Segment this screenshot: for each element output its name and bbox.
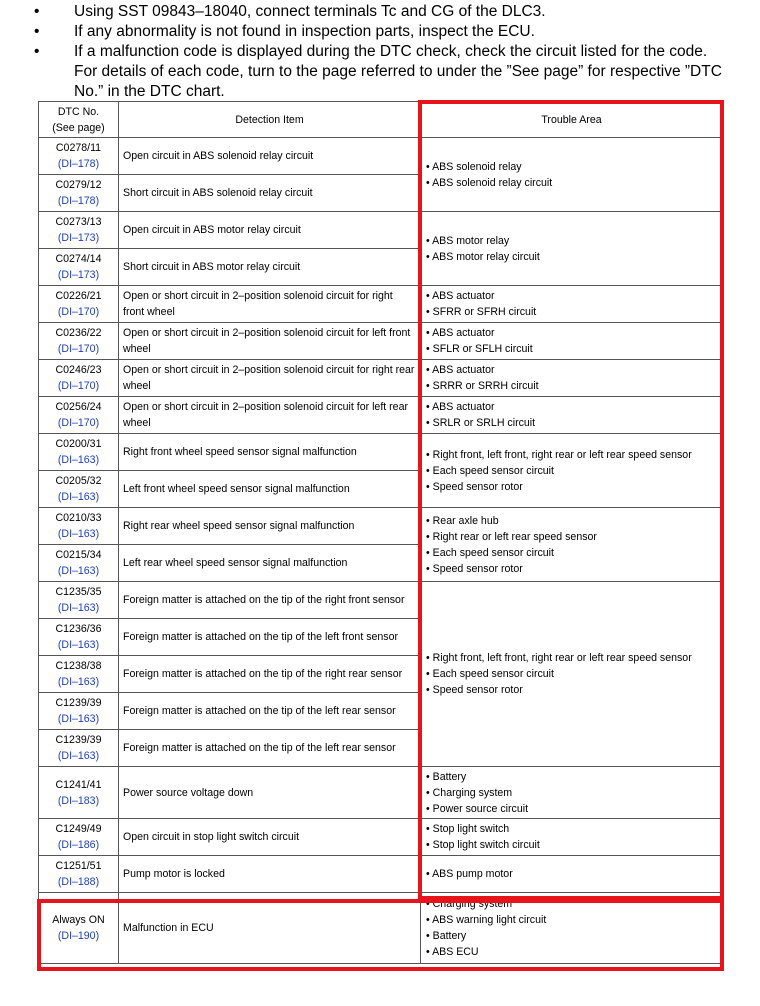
dtc-code-cell: C1239/39 (DI–163) (39, 693, 119, 730)
table-row (39, 819, 723, 856)
table-row (39, 286, 723, 323)
dtc-code-cell: C0278/11 (DI–178) (39, 138, 119, 175)
detection-item-cell: Left rear wheel speed sensor signal malfunction (119, 545, 421, 582)
see-page-link[interactable]: (DI–163) (57, 713, 100, 725)
detection-item-cell: Malfunction in ECU (119, 893, 421, 964)
table-row (39, 893, 723, 964)
table-header-row (39, 102, 723, 138)
see-page-link[interactable]: (DI–163) (57, 454, 100, 466)
see-page-link[interactable]: (DI–173) (57, 269, 100, 281)
instruction-item: • If a malfunction code is displayed during the DTC check, check the circuit listed for the code. For details of each code, turn to the page referred to under the ”See page” for respective ”DTC No.” in the DTC chart. (34, 43, 722, 100)
trouble-area-cell: • Rear axle hub • Right rear or left rear speed sensor • Each speed sensor circuit • Speed sensor rotor (421, 508, 723, 582)
see-page-link[interactable]: (DI–178) (57, 195, 100, 207)
bullet-icon: • (34, 23, 40, 40)
detection-item-cell: Foreign matter is attached on the tip of the left rear sensor (119, 730, 421, 767)
detection-item-cell: Pump motor is locked (119, 856, 421, 893)
detection-item-cell: Open or short circuit in 2–position solenoid circuit for right front wheel (119, 286, 421, 323)
dtc-code-cell: C0236/22 (DI–170) (39, 323, 119, 360)
detection-item-cell: Open circuit in ABS solenoid relay circuit (119, 138, 421, 175)
dtc-code-cell: C0226/21 (DI–170) (39, 286, 119, 323)
dtc-code-cell: C1241/41 (DI–183) (39, 767, 119, 819)
see-page-link[interactable]: (DI–190) (57, 930, 100, 942)
see-page-link[interactable]: (DI–188) (57, 876, 100, 888)
dtc-code-cell: C1251/51 (DI–188) (39, 856, 119, 893)
detection-item-cell: Short circuit in ABS solenoid relay circuit (119, 175, 421, 212)
table-row (39, 856, 723, 893)
detection-item-cell: Right front wheel speed sensor signal malfunction (119, 434, 421, 471)
dtc-code-cell: C0215/34 (DI–163) (39, 545, 119, 582)
table-row (39, 138, 723, 175)
see-page-link[interactable]: (DI–163) (57, 602, 100, 614)
see-page-link[interactable]: (DI–170) (57, 343, 100, 355)
trouble-area-cell: • Stop light switch • Stop light switch circuit (421, 819, 723, 856)
detection-item-cell: Open or short circuit in 2–position solenoid circuit for left rear wheel (119, 397, 421, 434)
dtc-code-cell: C0246/23 (DI–170) (39, 360, 119, 397)
detection-item-cell: Open circuit in stop light switch circuit (119, 819, 421, 856)
see-page-link[interactable]: (DI–186) (57, 839, 100, 851)
detection-item-cell: Open or short circuit in 2–position solenoid circuit for left front wheel (119, 323, 421, 360)
trouble-area-cell: • ABS actuator • SFRR or SFRH circuit (421, 286, 723, 323)
detection-item-cell: Foreign matter is attached on the tip of the left front sensor (119, 619, 421, 656)
dtc-code-cell: C1236/36 (DI–163) (39, 619, 119, 656)
trouble-area-cell: • ABS pump motor (421, 856, 723, 893)
dtc-code-cell: C0279/12 (DI–178) (39, 175, 119, 212)
trouble-area-cell: • Charging system • ABS warning light circuit • Battery • ABS ECU (421, 893, 723, 964)
see-page-link[interactable]: (DI–163) (57, 565, 100, 577)
detection-item-cell: Open or short circuit in 2–position solenoid circuit for right rear wheel (119, 360, 421, 397)
dtc-code-cell: C0256/24 (DI–170) (39, 397, 119, 434)
bullet-icon: • (34, 3, 40, 20)
table-row (39, 212, 723, 249)
see-page-link[interactable]: (DI–178) (57, 158, 100, 170)
trouble-area-cell: • Right front, left front, right rear or left rear speed sensor • Each speed sensor circuit • Speed sensor rotor (421, 434, 723, 508)
dtc-code-cell: C1235/35 (DI–163) (39, 582, 119, 619)
detection-item-cell: Foreign matter is attached on the tip of the right front sensor (119, 582, 421, 619)
detection-item-cell: Left front wheel speed sensor signal malfunction (119, 471, 421, 508)
table-row (39, 323, 723, 360)
trouble-area-cell: • ABS actuator • SRLR or SRLH circuit (421, 397, 723, 434)
see-page-link[interactable]: (DI–170) (57, 380, 100, 392)
dtc-code-cell: C0200/31 (DI–163) (39, 434, 119, 471)
dtc-code-cell: C0205/32 (DI–163) (39, 471, 119, 508)
dtc-code-cell: C1238/38 (DI–163) (39, 656, 119, 693)
see-page-link[interactable]: (DI–163) (57, 491, 100, 503)
detection-item-cell: Right rear wheel speed sensor signal malfunction (119, 508, 421, 545)
header-dtc-no: DTC No. (See page) (39, 102, 119, 138)
trouble-area-cell: • Right front, left front, right rear or left rear speed sensor • Each speed sensor circuit • Speed sensor rotor (421, 582, 723, 767)
detection-item-cell: Power source voltage down (119, 767, 421, 819)
see-page-link[interactable]: (DI–163) (57, 528, 100, 540)
table-row (39, 508, 723, 545)
instruction-item: • Using SST 09843–18040, connect terminals Tc and CG of the DLC3. (34, 3, 546, 20)
see-page-link[interactable]: (DI–173) (57, 232, 100, 244)
table-row (39, 360, 723, 397)
trouble-area-cell: • ABS motor relay • ABS motor relay circuit (421, 212, 723, 286)
table-row (39, 582, 723, 619)
instruction-list (34, 0, 734, 102)
trouble-area-cell: • ABS actuator • SFLR or SFLH circuit (421, 323, 723, 360)
header-trouble-area: Trouble Area (421, 102, 723, 138)
trouble-area-cell: • ABS solenoid relay • ABS solenoid relay circuit (421, 138, 723, 212)
see-page-link[interactable]: (DI–163) (57, 639, 100, 651)
detection-item-cell: Foreign matter is attached on the tip of the right rear sensor (119, 656, 421, 693)
table-row (39, 397, 723, 434)
dtc-code-cell: C0210/33 (DI–163) (39, 508, 119, 545)
table-row (39, 434, 723, 471)
see-page-link[interactable]: (DI–170) (57, 417, 100, 429)
trouble-area-cell: • ABS actuator • SRRR or SRRH circuit (421, 360, 723, 397)
see-page-link[interactable]: (DI–163) (57, 676, 100, 688)
trouble-area-cell: • Battery • Charging system • Power source circuit (421, 767, 723, 819)
dtc-code-cell: C0274/14 (DI–173) (39, 249, 119, 286)
see-page-link[interactable]: (DI–183) (57, 794, 100, 807)
dtc-code-cell: C0273/13 (DI–173) (39, 212, 119, 249)
bullet-icon: • (34, 43, 40, 60)
see-page-link[interactable]: (DI–170) (57, 306, 100, 318)
dtc-code-cell: C1249/49 (DI–186) (39, 819, 119, 856)
table-row (39, 767, 723, 819)
detection-item-cell: Open circuit in ABS motor relay circuit (119, 212, 421, 249)
dtc-code-cell: C1239/39 (DI–163) (39, 730, 119, 767)
dtc-chart-table (38, 101, 723, 964)
detection-item-cell: Short circuit in ABS motor relay circuit (119, 249, 421, 286)
instruction-item: • If any abnormality is not found in inspection parts, inspect the ECU. (34, 23, 535, 40)
header-detection-item: Detection Item (119, 102, 421, 138)
dtc-code-cell: Always ON (DI–190) (39, 893, 119, 964)
see-page-link[interactable]: (DI–163) (57, 750, 100, 762)
detection-item-cell: Foreign matter is attached on the tip of the left rear sensor (119, 693, 421, 730)
